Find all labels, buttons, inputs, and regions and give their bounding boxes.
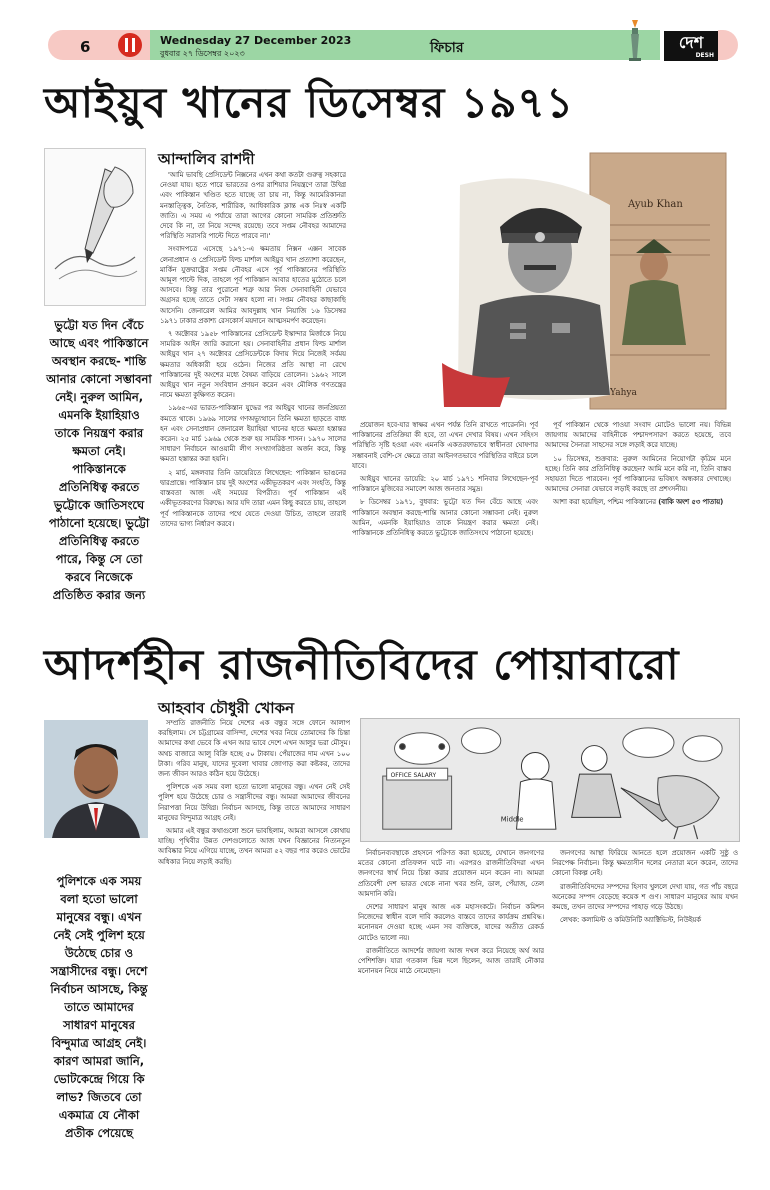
author-note: লেখক: কলামিস্ট ও কমিউনিটি অ্যাক্টিভিস্ট, নিউইয়র্ক [560, 916, 702, 925]
author-sketch [44, 148, 146, 306]
newspaper-logo[interactable] [664, 31, 718, 61]
paragraph: প্রয়োজন হবে-যার স্বাক্ষর এখন পর্যন্ত তিনি রাখতে পারেননি। পূর্ব পাকিস্তানের প্রতিক্রিয়া কী হবে, তা এখন দেখার বিষয়। এখন সহিংস পরিস্থিতি সৃষ্টি হওয়া এবং এমনকি একতরফাভাবে স্বাধীনতা ঘোষণার সম্ভাবনাই বেশি-সে ক্ষেত্রে তারা আইনগতভাবে পরিস্থিতির বাইরে চলে যাবে। [352, 421, 538, 470]
article2-pullquote: পুলিশকে এক সময় বলা হতো ভালো মানুষের বন্ধু। এখন নেই সেই পুলিশ হয়ে উঠেছে চোর ও সন্ত্রাসীদের বন্ধু। দেশে নির্বাচন আসছে, কিন্তু তাতে আমাদের সাধারণ মানুষের বিন্দুমাত্র আগ্রহ নেই। কারণ আমরা জানি, ভোটকেন্দ্রে গিয়ে কি লাভ? জিতবে তো একমাত্র যে নৌকা প্রতীক পেয়েছে [50, 874, 148, 1140]
article2-column-1 [158, 718, 350, 1168]
paragraph: রাজনীতিবিদদের সম্পদের হিসাব খুললে দেখা যায়, গত পাঁচ বছরে অনেকের সম্পদ বেড়েছে কয়েক শ গুণ। সাধারণ মানুষের আয় যখন কমছে, তখন তাদের সম্পদের পাহাড় গড়ে উঠছে। [552, 882, 738, 912]
political-cartoon [360, 718, 740, 842]
article2-column-3 [552, 848, 738, 1168]
paragraph: সম্প্রতি রাজনীতি নিয়ে দেশের এক বন্ধুর সঙ্গে ফোনে আলাপ করছিলাম। সে চট্টগ্রামের বাসিন্দা, দেশের খবর নিয়ে তোমাদের কি চিন্তা আমাদের কথা ভেবে কি এখন আর ভাবে দেশে এখন আলুর ভরা মৌসুম। অথচ বাজারে আলু বিক্রি হচ্ছে ৫০ টাকায়। পেঁয়াজের দাম এখন ১০০ টাকা। গরিব মানুষ, যাদের দুবেলা খাবার জোগাড় করা কষ্টকর, তাদের জন্য জীবন আরও কঠিন হয়ে উঠেছে। [158, 719, 350, 779]
date-english: Wednesday 27 December 2023 [160, 34, 352, 47]
paragraph: পূর্ব পাকিস্তান থেকে পাওয়া সংবাদ মোটেও ভালো নয়। বিভিন্ন জায়গায় আমাদের বাহিনীকে পশ্চাদপসারণ করতে হয়েছে, তবে আমাদের সৈন্যরা সাহসের সঙ্গে লড়াই করে যাচ্ছে। [545, 421, 731, 450]
paragraph: আইয়ুব খানের ডায়েরি: ২০ মার্চ ১৯৭১ শনিবার লিখেছেন-পূর্ব পাকিস্তানে মুজিবের সমাবেশ আজ জনতার সমুদ্র। [352, 475, 538, 494]
paragraph: পুলিশকে এক সময় বলা হতো ভালো মানুষের বন্ধু। এখন নেই সেই পুলিশ হয়ে উঠেছে চোর ও সন্ত্রাসীদের বন্ধু। আমরা আমাদের জীবনের নিরাপত্তা নিয়ে উদ্বিগ্ন। নির্বাচন আসছে, কিন্তু তাতে আমাদের সাধারণ মানুষের বিন্দুমাত্র আগ্রহ নেই। [158, 783, 350, 822]
paragraph: ২ মার্চ, মঙ্গলবার তিনি ডায়েরিতে লিখেছেন: পাকিস্তান ভাঙনের দ্বারপ্রান্তে। পাকিস্তান চায় দুই অংশের একীভূতকরণ এবং সংহতি, কিন্তু বাস্তবতা আজ এই সময়ের বিপরীত। পূর্ব পাকিস্তান এই একীভূতকরণের বিরুদ্ধে। আর যদি তারা এমন কিছু করতে চায়, তাহলে পূর্ব পাকিস্তানকে তাদের পথে যেতে দেওয়া উচিত, তাহলে তারাই তাদের ভাগ্য নির্ধারণ করবে। [160, 468, 346, 528]
paragraph: সংবাদপত্রে এসেছে ১৯৭১-এ ক্ষমতায় নিক্সন এক্সন সাবেক লেনাপ্রধান ও প্রেসিডেন্ট ফিল্ড মার্শাল আইয়ুব খান প্রত্যাশা করেছেন, মার্কিন যুক্তরাষ্ট্রের সপ্তম নৌবহর এসে পূর্ব পাকিস্তানের পরিস্থিতি আমূল পাল্টে দিক, তাহলে পূর্ব পাকিস্তান আবার হাতের মুঠোতে চলে আসবে। কিন্তু তার পুরোনো শত্রু আর নিজ সেনাবাহিনী যেভাবে অগ্রসর হচ্ছে তাতে সেটা সম্ভব হলো না। সপ্তম নৌবহর কাছাকাছি আসেনি। জেনারেল আমির আবদুল্লাহ খান নিয়াজি ১৬ ডিসেম্বর ১৯৭১ ঢাকার প্রকাশ্য রেসকোর্স ময়দানে আত্মসমর্পণ করেছেন। [160, 245, 346, 325]
article1-column-2 [352, 420, 538, 620]
page-header [0, 0, 770, 72]
article1-headline: আইয়ুব খানের ডিসেম্বর ১৯৭১ [44, 78, 575, 127]
article1-author: আন্দালিব রাশদী [158, 150, 255, 168]
page-number: 6 [80, 38, 91, 56]
ayub-khan-collage-photo [440, 145, 732, 417]
continued-note[interactable]: (বাকি অংশ ৫৩ পাতায়) [658, 498, 724, 507]
section-name: ফিচার [430, 40, 464, 56]
paragraph: ১৯৬৫-এর ভারত-পাকিস্তান যুদ্ধের পর আইয়ুব খানের জনপ্রিয়তা কমতে থাকে। ১৯৬৯ সালের গণঅভ্যুত্থানে তিনি ক্ষমতা ছাড়তে বাধ্য হন এবং সেনাপ্রধান জেনারেল ইয়াহিয়া খানের হাতে ক্ষমতা হস্তান্তর করেন। ২৫ মার্চ ১৯৬৯ থেকে শুরু হয় সামরিক শাসন। ১৯৭০ সালের সাধারণ নির্বাচনে আওয়ামী লীগ সংখ্যাগরিষ্ঠতা অর্জন করে, কিন্তু ক্ষমতা হস্তান্তর করা হয়নি। [160, 404, 346, 464]
paragraph: 'আমি ভাবছি প্রেসিডেন্ট নিক্সনের এখন কথা কতটা গুরুত্ব সহকারে নেওয়া যায়। হতে পারে ভারতের ওপর রাশিয়ার নিয়ন্ত্রণে তারা উদ্বিগ্ন এবং পাকিস্তান খণ্ডিত হতে যাচ্ছে তা চায় না, কিন্তু আমেরিকানরা মনস্তাত্ত্বিক, নৈতিক, শারীরিক, আধিকারিক ক্লান্ত এক নিঃস্ব একটি জাতি। এ সময় এ পর্যায়ে তারা আগের কোনো সামরিক প্রতিশ্রুতি দেবে কি না, তা নিয়ে সন্দেহ রয়েছে। তবে সপ্তম নৌবহর আমাদের পরিস্থিতি সরাসরি পাল্টে দিতে পারবে না।' [160, 171, 346, 241]
paragraph: জনগণের আস্থা ফিরিয়ে আনতে হলে প্রয়োজন একটি সুষ্ঠু ও নিরপেক্ষ নির্বাচন। কিন্তু ক্ষমতাসীন দলের নেতারা মনে করেন, তাদের কোনো বিকল্প নেই। [552, 849, 738, 878]
pen-writing-icon [45, 149, 145, 305]
article2-author: আহবাব চৌধুরী খোকন [158, 699, 295, 717]
paragraph [545, 497, 731, 507]
liberty-torch-icon [620, 18, 650, 62]
logo-subtext: DESH [695, 52, 714, 59]
article1-column-1 [160, 170, 346, 620]
paragraph: নির্বাচনব্যবস্থাকে প্রহসনে পরিণত করা হয়েছে, যেখানে জনগণের মতের কোনো প্রতিফলন ঘটে না। এরপরও রাজনীতিবিদরা এখন জনগণের স্বার্থ নিয়ে চিন্তা করার প্রয়োজন মনে করেন না। আমরা প্রতিবেশী দেশ ভারত থেকে নানা খবর শুনি, ডাল, পেঁয়াজ, তেল আমদানি করি। [358, 849, 544, 898]
logo-text: দেশ [678, 33, 704, 52]
paragraph-text: আশা করা হয়েছিল, পশ্চিম পাকিস্তানের [553, 498, 657, 507]
paragraph: আমার এই বন্ধুর কথাগুলো শুনে ভাবছিলাম, আমরা আসলে কোথায় যাচ্ছি। পৃথিবীর উন্নত দেশগুলোতে আজ যখন বিজ্ঞানের নিত্যনতুন আবিষ্কার নিয়ে এগিয়ে যাচ্ছে, তখন আমরা ৫২ বছর পার করেও ভোটের অধিকার নিয়ে লড়াই করছি। [158, 827, 350, 866]
article2-headline: আদর্শহীন রাজনীতিবিদের পোয়াবারো [44, 640, 680, 689]
photo-caption-ayub: Ayub Khan [628, 199, 683, 210]
cartoon-middle-text: Middle [500, 815, 524, 824]
paragraph: দেশের সাধারণ মানুষ আজ এক মহাসংকটে। নির্বাচন কমিশন নিজেদের স্বাধীন বলে দাবি করলেও বাস্তবে তাদের কার্যক্রম প্রশ্নবিদ্ধ। মনোনয়ন দেওয়া হচ্ছে এমন সব ব্যক্তিকে, যাদের অতীত রেকর্ড মোটেও ভালো নয়। [358, 903, 544, 942]
article1-pullquote: ভুট্টো যত দিন বেঁচে আছে এবং পাকিস্তানে অবস্থান করছে- শান্তি আনার কোনো সম্ভাবনা নেই। নুরুল আমিন, এমনকি ইয়াহিয়াও তাকে নিয়ন্ত্রণ করার ক্ষমতা নেই। পাকিস্তানকে প্রতিনিধিত্ব করতে ভুট্টোকে জাতিসংঘে পাঠানো হয়েছে। ভুট্টো প্রতিনিধিত্ব করতে পারে, কিন্তু সে তো করবে নিজেকে প্রতিষ্ঠিত করার জন্য [46, 318, 152, 602]
paragraph: রাজনীতিতে আদর্শের জায়গা আজ দখল করে নিয়েছে অর্থ আর পেশিশক্তি। যারা গতকাল ভিন্ন দলে ছিলেন, আজ তারাই নৌকার মনোনয়ন নিয়ে মাঠে নেমেছেন। [358, 946, 544, 976]
paragraph: ১০ ডিসেম্বর, শুক্রবার: নুরুল আমিনের নিয়োগটা কৃত্রিম মনে হচ্ছে। তিনি কার প্রতিনিধিত্ব করছেন? আমি মনে করি না, তিনি বাস্তব সহায়তা দিতে পারবেন। পূর্ব পাকিস্তানের ভবিষ্যৎ অন্ধকার দেখাচ্ছে। আমাদের সেনারা যেভাবে লড়াই করছে তা প্রশংসনীয়। [545, 454, 731, 494]
date-bangla: বুধবার ২৭ ডিসেম্বর ২০২৩ [160, 49, 245, 58]
paragraph: ৮ ডিসেম্বর ১৯৭১, বুধবার: ভুট্টো যত দিন বেঁচে আছে এবং পাকিস্তানে অবস্থান করছে-শান্তি আনার কোনো সম্ভাবনা নেই। নুরুল আমিন, এমনকি ইয়াহিয়াও তাকে নিয়ন্ত্রণ করার ক্ষমতা নেই। পাকিস্তানকে প্রতিনিধিত্ব করতে ভুট্টোকে জাতিসংঘে পাঠানো হয়েছে। [352, 498, 538, 538]
article1-column-3 [545, 420, 731, 620]
paragraph: ৭ অক্টোবর ১৯৫৮ পাকিস্তানের প্রেসিডেন্ট ইস্কান্দার মির্জাকে নিয়ে সামরিক আইন জারি করানো হয়। সেনাবাহিনীর প্রধান ফিল্ড মার্শাল আইয়ুব খান ২৭ অক্টোবর প্রেসিডেন্টকে বিদায় দিয়ে নিজেই সর্বময় ক্ষমতার অধিকারী হয়ে ওঠেন। নিজের প্রতি আস্থা না রেখে পাকিস্তানের দুই অংশের মধ্যে বৈষম্য বাড়িয়ে তোলেন। ১৯৬২ সালে আইয়ুব খান নতুন সংবিধান প্রণয়ন করেন এবং মৌলিক গণতন্ত্রের নামে ক্ষমতা কুক্ষিগত করেন। [160, 330, 346, 400]
article2-column-2 [358, 848, 544, 1168]
header-right-band [718, 30, 738, 60]
cartoon-office-salary-text: OFFICE SALARY [390, 773, 437, 780]
red-mark-icon [118, 33, 142, 57]
author-portrait [44, 720, 148, 838]
photo-caption-yahya: Yahya [610, 388, 637, 398]
